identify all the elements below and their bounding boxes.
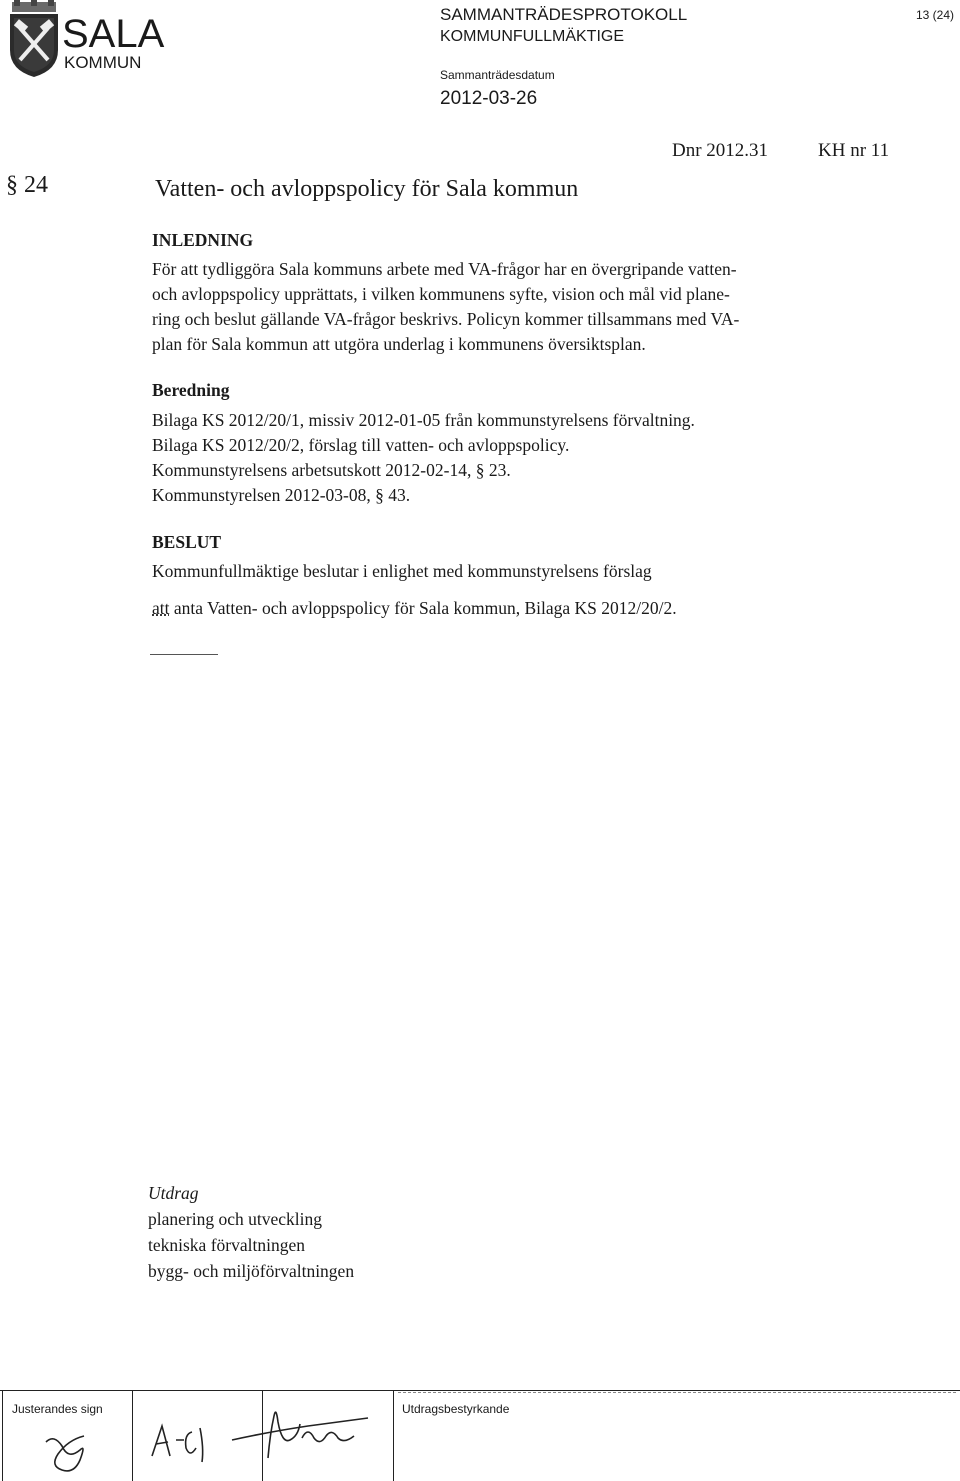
- protocol-title: SAMMANTRÄDESPROTOKOLL: [440, 5, 688, 24]
- initials-signature-1: [40, 1430, 100, 1478]
- beslut-text: Kommunfullmäktige beslutar i enlighet med kommunstyrelsens förslag: [152, 561, 652, 581]
- kh-number: KH nr 11: [818, 140, 890, 161]
- justerandes-sign-label: Justerandes sign: [12, 1402, 103, 1416]
- beredning-item: Bilaga KS 2012/20/2, förslag till vatten- och avloppspolicy.: [152, 435, 570, 455]
- beredning-item: Kommunstyrelsen 2012-03-08, § 43.: [152, 485, 411, 505]
- footer-dotted-line: [398, 1392, 956, 1393]
- inledning-heading: INLEDNING: [152, 230, 254, 250]
- beslut-item-prefix: att: [152, 598, 170, 618]
- beredning-heading: Beredning: [152, 380, 230, 400]
- assembly-name: KOMMUNFULLMÄKTIGE: [440, 28, 625, 45]
- utdrag-block: [148, 1180, 354, 1284]
- logo-subname: KOMMUN: [64, 53, 142, 72]
- initials-signature-3: [228, 1396, 378, 1472]
- utdrag-recipient: bygg- och miljöförvaltningen: [148, 1261, 355, 1281]
- coat-of-arms-icon: [4, 0, 64, 78]
- utdrag-recipient: tekniska förvaltningen: [148, 1235, 305, 1255]
- page-number: 13 (24): [915, 8, 954, 22]
- meeting-date-label: Sammanträdesdatum: [440, 68, 555, 82]
- footer-divider: [393, 1390, 394, 1481]
- inledning-line: plan för Sala kommun att utgöra underlag i kommunens översiktsplan.: [152, 334, 646, 354]
- section-separator: [150, 654, 218, 655]
- beslut-item-text: anta Vatten- och avloppspolicy för Sala kommun, Bilaga KS 2012/20/2.: [169, 598, 677, 618]
- beslut-heading: BESLUT: [152, 532, 222, 552]
- footer-top-border: [0, 1390, 960, 1391]
- initials-signature-2: [148, 1418, 218, 1464]
- inledning-paragraph: [152, 257, 912, 357]
- section-number: § 24: [6, 172, 48, 198]
- footer-divider: [132, 1390, 133, 1481]
- inledning-line: ring och beslut gällande VA-frågor beskrivs. Policyn kommer tillsammans med VA-: [152, 309, 740, 329]
- footer-divider: [2, 1390, 3, 1481]
- meeting-date: 2012-03-26: [440, 88, 538, 109]
- logo-name: SALA: [62, 12, 165, 56]
- section-title: Vatten- och avloppspolicy för Sala kommun: [155, 176, 579, 202]
- beredning-list: [152, 408, 912, 508]
- utdrag-label: Utdrag: [148, 1183, 199, 1203]
- beslut-decision-item: [152, 596, 912, 621]
- inledning-line: och avloppspolicy upprättats, i vilken kommunens syfte, vision och mål vid plane-: [152, 284, 730, 304]
- beredning-item: Kommunstyrelsens arbetsutskott 2012-02-14, § 23.: [152, 460, 511, 480]
- inledning-line: För att tydliggöra Sala kommuns arbete med VA-frågor har en övergripande vatten-: [152, 259, 737, 279]
- utdrag-recipient: planering och utveckling: [148, 1209, 322, 1229]
- beredning-item: Bilaga KS 2012/20/1, missiv 2012-01-05 från kommunstyrelsens förvaltning.: [152, 410, 695, 430]
- diary-number: Dnr 2012.31: [672, 140, 769, 161]
- utdragsbestyrkande-label: Utdragsbestyrkande: [402, 1402, 510, 1416]
